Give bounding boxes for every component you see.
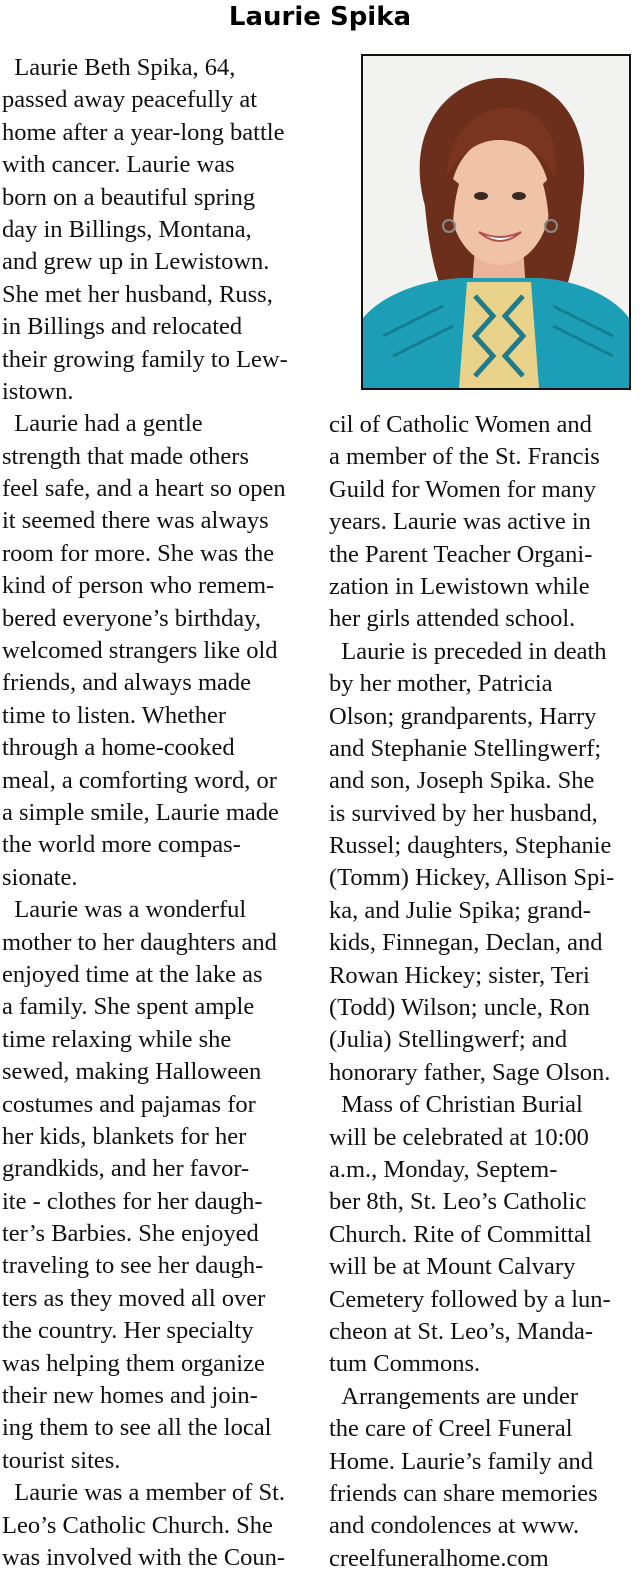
text-line: meal, a comforting word, or: [2, 766, 277, 794]
text-line: (Julia) Stellingwerf; and: [329, 1026, 568, 1054]
text-line: creelfuneralhome.com: [329, 1544, 549, 1572]
text-line: zation in Lewistown while: [329, 572, 590, 600]
text-line: it seemed there was always: [2, 507, 269, 535]
text-line: kind of person who remem-: [2, 572, 275, 600]
text-line: ing them to see all the local: [2, 1414, 272, 1442]
text-line: a family. She spent ample: [2, 993, 255, 1021]
text-line: ter’s Barbies. She enjoyed: [2, 1220, 259, 1248]
text-line: enjoyed time at the lake as: [2, 960, 263, 988]
text-line: and Stephanie Stellingwerf;: [329, 734, 602, 762]
text-line: is survived by her husband,: [329, 799, 598, 827]
text-line: Olson; grandparents, Harry: [329, 702, 597, 730]
text-line: Laurie had a gentle: [2, 410, 203, 438]
text-line: honorary father, Sage Olson.: [329, 1058, 611, 1086]
text-line: day in Billings, Montana,: [2, 215, 252, 243]
text-line: kids, Finnegan, Declan, and: [329, 929, 603, 957]
text-line: tum Commons.: [329, 1350, 481, 1378]
text-line: friends, and always made: [2, 669, 251, 697]
text-line: Rowan Hickey; sister, Teri: [329, 961, 590, 989]
text-line: a member of the St. Francis: [329, 443, 600, 471]
text-line: her girls attended school.: [329, 605, 576, 633]
text-line: Laurie was a wonderful: [2, 896, 247, 924]
text-line: Russel; daughters, Stephanie: [329, 832, 612, 860]
text-line: She met her husband, Russ,: [2, 280, 273, 308]
text-line: with cancer. Laurie was: [2, 151, 235, 179]
text-line: Home. Laurie’s family and: [329, 1447, 593, 1475]
text-line: welcomed strangers like old: [2, 637, 278, 665]
obituary-title: Laurie Spika: [228, 2, 412, 32]
text-line: and son, Joseph Spika. She: [329, 767, 595, 795]
text-line: mother to her daughters and: [2, 928, 277, 956]
text-line: friends can share memories: [329, 1479, 598, 1507]
text-line: traveling to see her daugh-: [2, 1252, 264, 1280]
text-line: the world more compas-: [2, 831, 241, 859]
text-line: by her mother, Patricia: [329, 670, 553, 698]
text-line: costumes and pajamas for: [2, 1090, 256, 1118]
text-line: Arrangements are under: [329, 1382, 578, 1410]
portrait-photo: [361, 54, 631, 390]
text-line: strength that made others: [2, 442, 249, 470]
text-line: bered everyone’s birthday,: [2, 604, 261, 632]
text-line: Guild for Women for many: [329, 475, 597, 503]
text-line: and condolences at www.: [329, 1512, 580, 1540]
text-line: home after a year-long battle: [2, 118, 285, 146]
text-line: time to listen. Whether: [2, 701, 227, 729]
text-line: a simple smile, Laurie made: [2, 798, 279, 826]
text-line: ka, and Julie Spika; grand-: [329, 896, 591, 924]
text-line: time relaxing while she: [2, 1025, 232, 1053]
text-line: their new homes and join-: [2, 1382, 258, 1410]
text-line: Laurie is preceded in death: [329, 637, 607, 665]
text-line: Leo’s Catholic Church. She: [2, 1511, 273, 1539]
text-line: passed away peacefully at: [2, 86, 258, 114]
text-line: will be at Mount Calvary: [329, 1253, 576, 1281]
text-line: Laurie Beth Spika, 64,: [2, 54, 236, 81]
text-line: will be celebrated at 10:00: [329, 1123, 589, 1151]
text-line: ber 8th, St. Leo’s Catholic: [329, 1188, 587, 1216]
text-line: ite - clothes for her daugh-: [2, 1187, 263, 1215]
text-line: (Todd) Wilson; uncle, Ron: [329, 994, 590, 1022]
text-line: room for more. She was the: [2, 539, 275, 567]
text-line: grandkids, and her favor-: [2, 1155, 250, 1183]
text-line: cil of Catholic Women and: [329, 411, 592, 438]
text-line: was helping them organize: [2, 1349, 265, 1377]
text-line: was involved with the Coun-: [2, 1543, 286, 1571]
text-line: years. Laurie was active in: [329, 508, 591, 536]
text-line: the country. Her specialty: [2, 1317, 254, 1345]
obituary-column-left: [2, 52, 307, 1574]
obituary-column-right: [329, 409, 639, 1575]
text-line: (Tomm) Hickey, Allison Spi-: [329, 864, 615, 892]
text-line: Laurie was a member of St.: [2, 1479, 286, 1507]
text-line: the care of Creel Funeral: [329, 1415, 573, 1443]
text-line: tourist sites.: [2, 1446, 121, 1474]
text-line: ters as they moved all over: [2, 1284, 266, 1312]
text-line: sionate.: [2, 863, 78, 891]
text-line: in Billings and relocated: [2, 313, 243, 341]
text-line: their growing family to Lew-: [2, 345, 288, 373]
text-line: feel safe, and a heart so open: [2, 475, 286, 503]
text-line: sewed, making Halloween: [2, 1058, 262, 1086]
text-line: and grew up in Lewistown.: [2, 248, 270, 276]
text-line: a.m., Monday, Septem-: [329, 1155, 558, 1183]
text-line: through a home-cooked: [2, 734, 235, 762]
text-line: born on a beautiful spring: [2, 183, 256, 211]
text-line: cheon at St. Leo’s, Manda-: [329, 1317, 593, 1345]
text-line: Mass of Christian Burial: [329, 1091, 583, 1119]
text-line: Church. Rite of Committal: [329, 1220, 592, 1248]
text-line: her kids, blankets for her: [2, 1122, 247, 1150]
text-line: the Parent Teacher Organi-: [329, 540, 593, 568]
text-line: istown.: [2, 377, 74, 405]
text-line: Cemetery followed by a lun-: [329, 1285, 611, 1313]
